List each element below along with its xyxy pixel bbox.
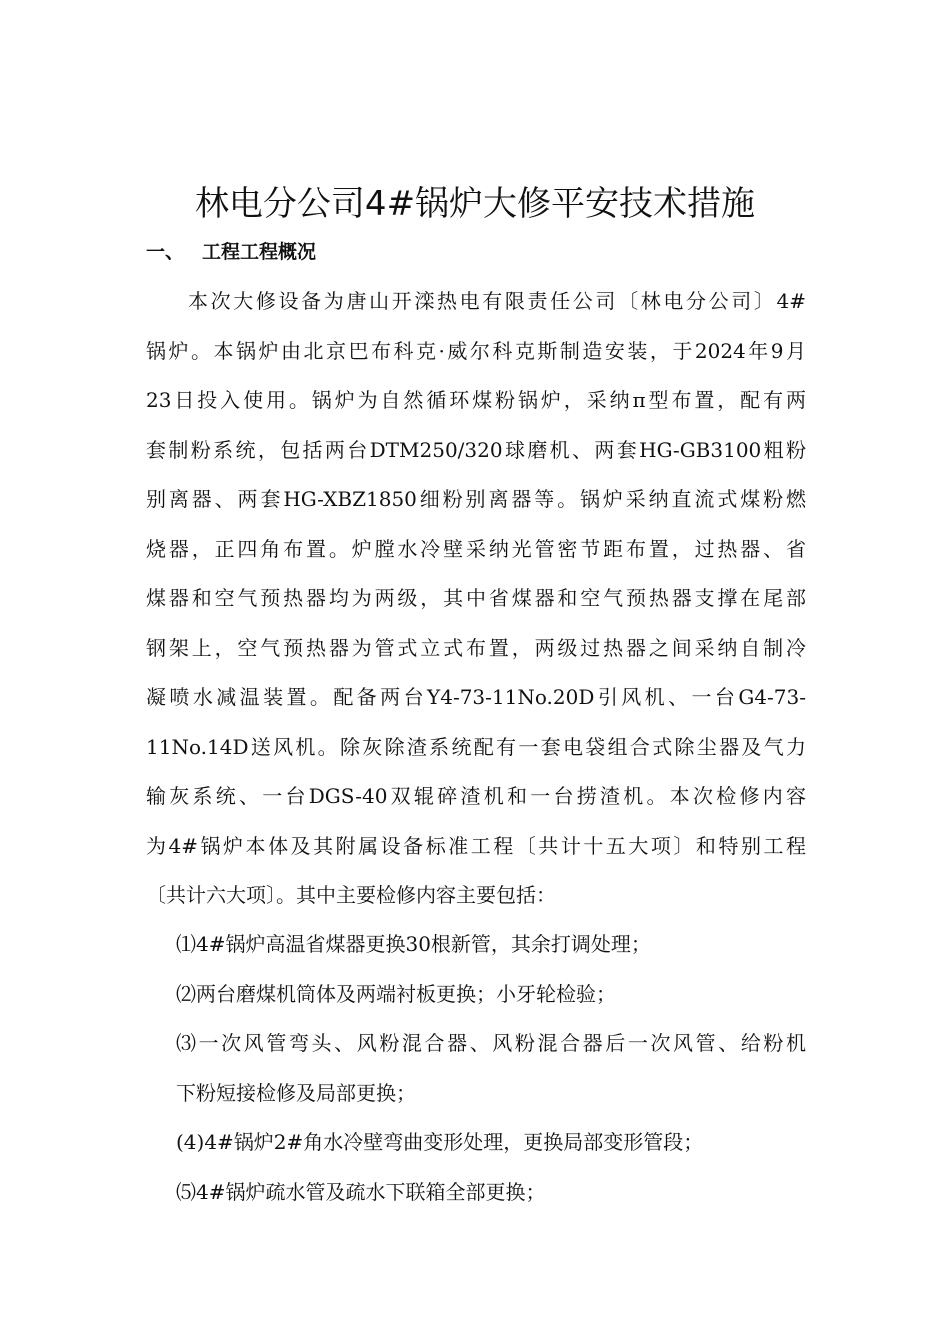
paragraph-line: 本次大修设备为唐山开滦热电有限责任公司〔林电分公司〕4# — [188, 289, 806, 313]
list-item: ⑵两台磨煤机筒体及两端衬板更换；小牙轮检验； — [176, 981, 616, 1006]
paragraph-line: 锅炉。本锅炉由北京巴布科克·威尔科克斯制造安装，于2024年9月 — [146, 338, 806, 363]
list-item: (4)4#锅炉2#角水冷壁弯曲变形处理，更换局部变形管段； — [176, 1130, 704, 1154]
paragraph-line: 11No.14D送风机。除灰除渣系统配有一套电袋组合式除尘器及气力 — [146, 734, 806, 759]
section-heading — [146, 232, 316, 272]
list-item: ⑸4#锅炉疏水管及疏水下联箱全部更换； — [176, 1179, 546, 1204]
list-item-continuation: 下粉短接检修及局部更换； — [176, 1080, 416, 1105]
paragraph-line: 〔共计六大项〕。其中主要检修内容主要包括： — [146, 883, 556, 907]
paragraph-line: 别离器、两套HG-XBZ1850细粉别离器等。锅炉采纳直流式煤粉燃 — [146, 487, 806, 511]
paragraph-line: 烧器，正四角布置。炉膛水冷壁采纳光管密节距布置，过热器、省 — [146, 536, 806, 561]
paragraph-line: 输灰系统、一台DGS-40双辊碎渣机和一台捞渣机。本次检修内容 — [146, 784, 806, 808]
section-number: 一、 — [146, 241, 185, 263]
paragraph-line: 煤器和空气预热器均为两级，其中省煤器和空气预热器支撑在尾部 — [146, 586, 806, 610]
paragraph-line: 套制粉系统，包括两台DTM250/320球磨机、两套HG-GB3100粗粉 — [146, 437, 806, 462]
section-heading-text: 工程工程概况 — [202, 241, 317, 263]
paragraph-line: 为4#锅炉本体及其附属设备标准工程〔共计十五大项〕和特别工程 — [146, 833, 806, 858]
paragraph-line: 23日投入使用。锅炉为自然循环煤粉锅炉，采纳π型布置，配有两 — [146, 388, 806, 412]
list-item: ⑴4#锅炉高温省煤器更换30根新管，其余打调处理； — [176, 932, 651, 956]
overview-paragraph — [146, 277, 806, 921]
paragraph-line: 钢架上，空气预热器为管式立式布置，两级过热器之间采纳自制冷 — [146, 635, 806, 660]
maintenance-item-list — [176, 920, 806, 1217]
document-title: 林电分公司4#锅炉大修平安技术措施 — [194, 184, 756, 224]
paragraph-line: 凝喷水减温装置。配备两台Y4-73-11No.20D引风机、一台G4-73- — [146, 685, 806, 709]
list-item: ⑶一次风管弯头、风粉混合器、风粉混合器后一次风管、给粉机 — [176, 1031, 806, 1055]
